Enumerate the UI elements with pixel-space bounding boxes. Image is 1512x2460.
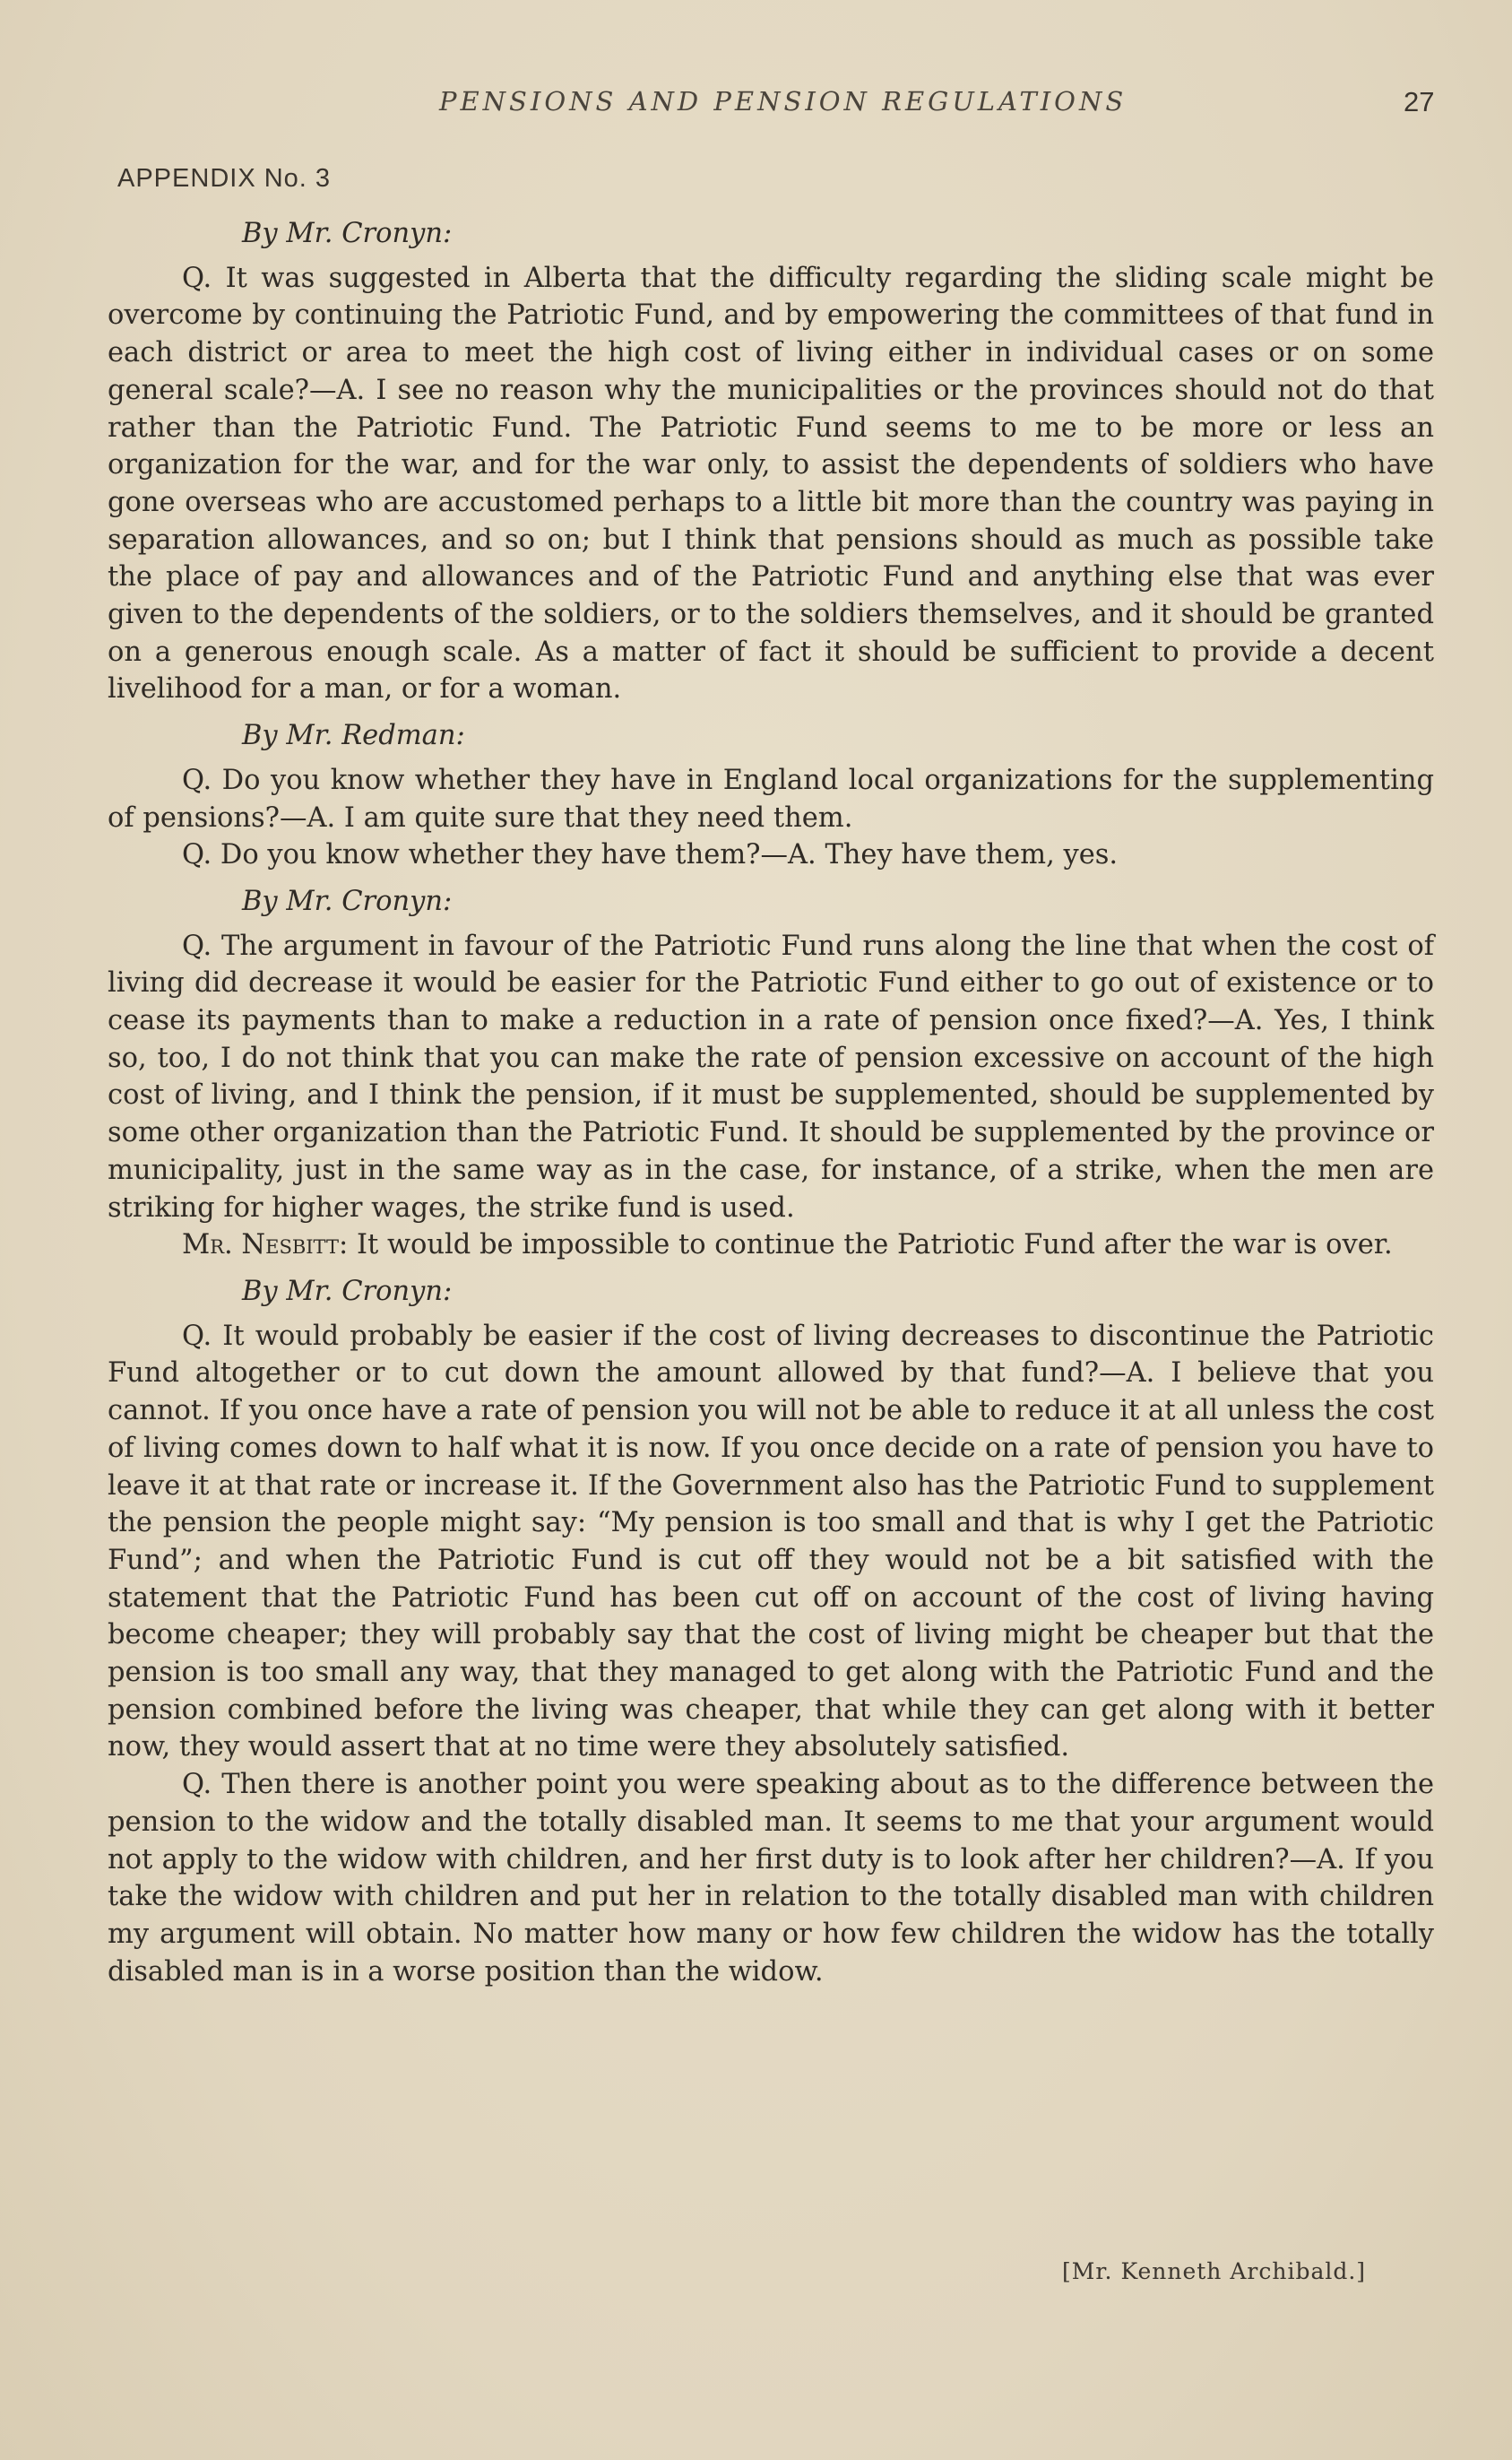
- appendix-label: APPENDIX No. 3: [117, 164, 332, 193]
- speaker-heading: By Mr. Cronyn:: [242, 218, 453, 249]
- qa-paragraph: Q. Then there is another point you were speaking about as to the difference between the pension to the widow and the totally disabled man. It seems to me that your argument would not apply to the widow with children, and her first duty is to look after her children?—A. If you take the widow with children and put her in relation to the totally disabled man with children my argument will obtain. No matter how many or how few children the widow has the totally disabled man is in a worse position than the widow.: [108, 1769, 1434, 1988]
- speaker-heading: By Mr. Cronyn:: [242, 885, 453, 917]
- qa-paragraph: Q. Do you know whether they have them?—A. They have them, yes.: [182, 839, 1119, 871]
- statement-paragraph: [108, 1226, 1434, 1264]
- qa-paragraph: Q. It was suggested in Alberta that the difficulty regarding the sliding scale might be overcome by continuing the Patriotic Fund, and by empowering the committees of that fund in each district or area to meet the high cost of living either in individual cases or on some general scale?—A. I see no reason why the municipalities or the provinces should not do that rather than the Patriotic Fund. The Patriotic Fund seems to me to be more or less an organization for the war, and for the war only, to assist the dependents of soldiers who have gone overseas who are accustomed perhaps to a little bit more than the country was paying in separation allowances, and so on; but I think that pensions should as much as possible take the place of pay and allowances and of the Patriotic Fund and anything else that was ever given to the dependents of the soldiers, or to the soldiers themselves, and it should be granted on a generous enough scale. As a matter of fact it should be sufficient to provide a decent livelihood for a man, or for a woman.: [108, 262, 1434, 706]
- speaker-heading: By Mr. Cronyn:: [242, 1275, 453, 1307]
- witness-attribution: [Mr. Kenneth Archibald.]: [1062, 2258, 1367, 2284]
- running-head: PENSIONS AND PENSION REGULATIONS: [439, 86, 1128, 117]
- statement-text: : It would be impossible to continue the Patriotic Fund after the war is over.: [338, 1229, 1393, 1261]
- speaker-name: Mr. Nesbitt: [182, 1229, 339, 1261]
- body-text: [108, 215, 1434, 1990]
- speaker-heading: By Mr. Redman:: [242, 720, 465, 752]
- qa-paragraph: Q. The argument in favour of the Patriotic Fund runs along the line that when the cost of living did decrease it would be easier for the Patriotic Fund either to go out of existence or to cease its payments than to make a reduction in a rate of pension once fixed?—A. Yes, I think so, too, I do not think that you can make the rate of pension excessive on account of the high cost of living, and I think the pension, if it must be supplemented, should be supplemented by some other organization than the Patriotic Fund. It should be supplemented by the province or municipality, just in the same way as in the case, for instance, of a strike, when the men are striking for higher wages, the strike fund is used.: [108, 930, 1434, 1224]
- qa-paragraph: Q. Do you know whether they have in England local organizations for the supplementing of pensions?—A. I am quite sure that they need them.: [108, 764, 1434, 834]
- page-number: 27: [1404, 86, 1435, 117]
- qa-paragraph: Q. It would probably be easier if the cost of living decreases to discontinue the Patriotic Fund altogether or to cut down the amount allowed by that fund?—A. I believe that you cannot. If you once have a rate of pension you will not be able to reduce it at all unless the cost of living comes down to half what it is now. If you once decide on a rate of pension you have to leave it at that rate or increase it. If the Government also has the Patriotic Fund to supplement the pension the people might say: “My pension is too small and that is why I get the Patriotic Fund”; and when the Patriotic Fund is cut off they would not be a bit satisfied with the statement that the Patriotic Fund has been cut off on account of the cost of living having become cheaper; they will probably say that the cost of living might be cheaper but that the pension is too small any way, that they managed to get along with the Patriotic Fund and the pension combined before the living was cheaper, that while they can get along with it better now, they would assert that at no time were they absolutely satisfied.: [108, 1320, 1434, 1763]
